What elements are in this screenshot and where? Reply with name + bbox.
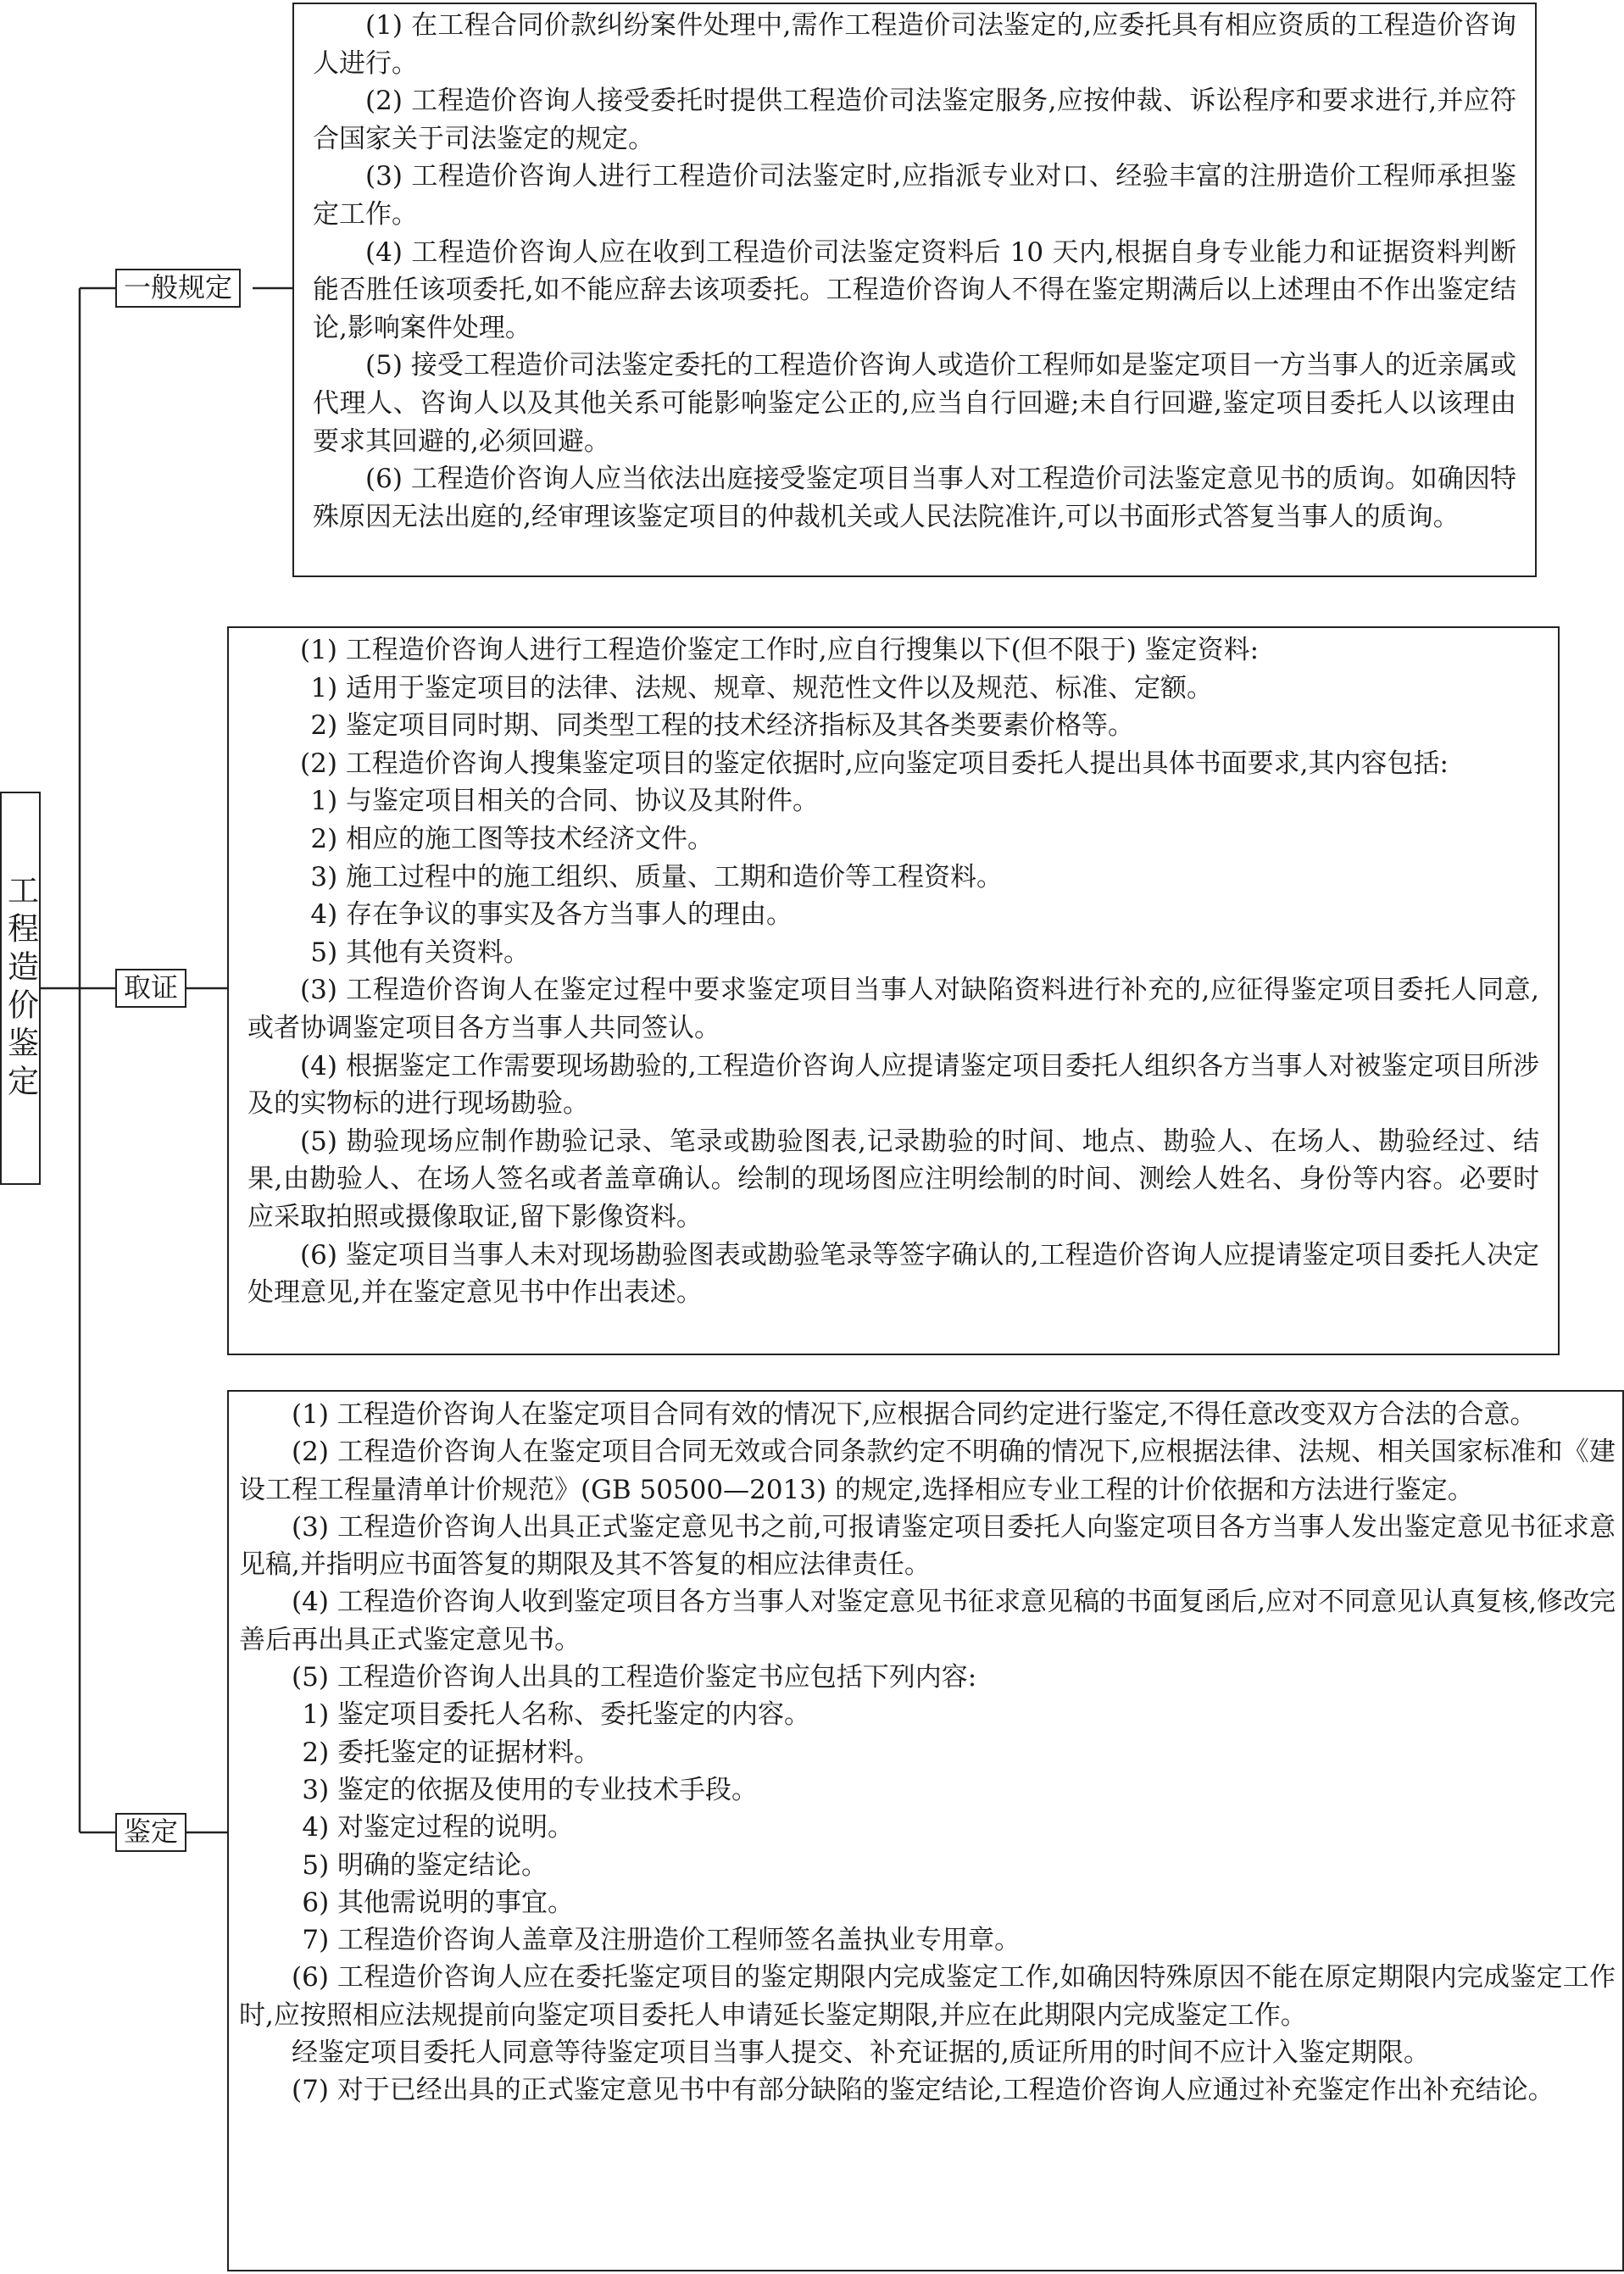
evidence-subitem-7: 5) 其他有关资料。: [310, 937, 531, 968]
appraisal-subitem-7: 7) 工程造价咨询人盖章及注册造价工程师签名盖执业专用章。: [302, 1925, 1021, 1956]
evidence-subitem-6: 4) 存在争议的事实及各方当事人的理由。: [310, 899, 793, 931]
root-node: [0, 792, 41, 1185]
appraisal-subitem-4: 4) 对鉴定过程的说明。: [302, 1812, 575, 1843]
evidence-item-1: (1) 工程造价咨询人进行工程造价鉴定工作时,应自行搜集以下(但不限于) 鉴定资料:: [300, 635, 1260, 665]
general-item-1: (1) 在工程合同价款纠纷案件处理中,需作工程造价司法鉴定的,应委托具有相应资质的工程造价咨询人进行。: [313, 10, 1516, 79]
branch-evidence-box: [227, 626, 1560, 1355]
evidence-subitem-4: 2) 相应的施工图等技术经济文件。: [310, 823, 715, 854]
appraisal-subitem-1: 1) 鉴定项目委托人名称、委托鉴定的内容。: [302, 1699, 811, 1731]
root-label: 工程造价鉴定: [2, 874, 39, 1103]
evidence-item-6: (6) 鉴定项目当事人未对现场勘验图表或勘验笔录等签字确认的,工程造价咨询人应提请鉴定项目委托人决定处理意见,并在鉴定意见书中作出表述。: [247, 1239, 1539, 1309]
appraisal-note: 经鉴定项目委托人同意等待鉴定项目当事人提交、补充证据的,质证所用的时间不应计入鉴定期限。: [292, 2038, 1430, 2069]
evidence-subitem-1: 1) 适用于鉴定项目的法律、法规、规章、规范性文件以及规范、标准、定额。: [310, 672, 1214, 703]
appraisal-item-4: (4) 工程造价咨询人收到鉴定项目各方当事人对鉴定意见书征求意见稿的书面复函后,应对不同意见认真复核,修改完善后再出具正式鉴定意见书。: [239, 1587, 1616, 1655]
branch-label-general: 一般规定: [115, 269, 241, 308]
evidence-item-5: (5) 勘验现场应制作勘验记录、笔录或勘验图表,记录勘验的时间、地点、勘验人、在场人、勘验经过、结果,由勘验人、在场人签名或者盖章确认。绘制的现场图应注明绘制的时间、测绘人姓名、身份等内容。必要时应采取拍照或摄像取证,留下影像资料。: [247, 1126, 1539, 1232]
general-item-5: (5) 接受工程造价司法鉴定委托的工程造价咨询人或造价工程师如是鉴定项目一方当事人的近亲属或代理人、咨询人以及其他关系可能影响鉴定公正的,应当自行回避;未自行回避,鉴定项目委托人以该理由要求其回避的,必须回避。: [313, 350, 1516, 457]
general-item-2: (2) 工程造价咨询人接受委托时提供工程造价司法鉴定服务,应按仲裁、诉讼程序和要求进行,并应符合国家关于司法鉴定的规定。: [313, 86, 1516, 154]
evidence-item-2: (2) 工程造价咨询人搜集鉴定项目的鉴定依据时,应向鉴定项目委托人提出具体书面要求,其内容包括:: [300, 748, 1449, 779]
appraisal-subitem-3: 3) 鉴定的依据及使用的专业技术手段。: [302, 1774, 759, 1805]
appraisal-item-7: (7) 对于已经出具的正式鉴定意见书中有部分缺陷的鉴定结论,工程造价咨询人应通过补充鉴定作出补充结论。: [292, 2075, 1554, 2106]
evidence-item-4: (4) 根据鉴定工作需要现场勘验的,工程造价咨询人应提请鉴定项目委托人组织各方当事人对被鉴定项目所涉及的实物标的进行现场勘验。: [247, 1050, 1539, 1120]
evidence-subitem-2: 2) 鉴定项目同时期、同类型工程的技术经济指标及其各类要素价格等。: [310, 710, 1135, 742]
evidence-item-3: (3) 工程造价咨询人在鉴定过程中要求鉴定项目当事人对缺陷资料进行补充的,应征得鉴定项目委托人同意,或者协调鉴定项目各方当事人共同签认。: [247, 975, 1539, 1043]
appraisal-item-6: (6) 工程造价咨询人应在委托鉴定项目的鉴定期限内完成鉴定工作,如确因特殊原因不能在原定期限内完成鉴定工作时,应按照相应法规提前向鉴定项目委托人申请延长鉴定期限,并应在此期限内完成鉴定工作。: [239, 1962, 1616, 2031]
appraisal-subitem-5: 5) 明确的鉴定结论。: [302, 1849, 548, 1881]
general-item-3: (3) 工程造价咨询人进行工程造价司法鉴定时,应指派专业对口、经验丰富的注册造价工程师承担鉴定工作。: [313, 161, 1516, 230]
appraisal-item-5: (5) 工程造价咨询人出具的工程造价鉴定书应包括下列内容:: [292, 1662, 977, 1693]
appraisal-item-2: (2) 工程造价咨询人在鉴定项目合同无效或合同条款约定不明确的情况下,应根据法律、法规、相关国家标准和《建设工程工程量清单计价规范》(GB 50500—2013) 的规定,选择相应专业工程的计价依据和方法进行鉴定。: [239, 1437, 1616, 1505]
general-item-4: (4) 工程造价咨询人应在收到工程造价司法鉴定资料后 10 天内,根据自身专业能力和证据资料判断能否胜任该项委托,如不能应辞去该项委托。工程造价咨询人不得在鉴定期满后以上述理由不作出鉴定结论,影响案件处理。: [313, 236, 1516, 343]
branch-label-evidence: 取证: [115, 969, 186, 1008]
general-item-6: (6) 工程造价咨询人应当依法出庭接受鉴定项目当事人对工程造价司法鉴定意见书的质询。如确因特殊原因无法出庭的,经审理该鉴定项目的仲裁机关或人民法院准许,可以书面形式答复当事人的质询。: [313, 464, 1516, 532]
appraisal-item-3: (3) 工程造价咨询人出具正式鉴定意见书之前,可报请鉴定项目委托人向鉴定项目各方当事人发出鉴定意见书征求意见稿,并指明应书面答复的期限及其不答复的相应法律责任。: [239, 1511, 1616, 1581]
appraisal-subitem-6: 6) 其他需说明的事宜。: [302, 1887, 575, 1918]
branch-appraisal-box: [227, 1390, 1624, 2271]
evidence-subitem-5: 3) 施工过程中的施工组织、质量、工期和造价等工程资料。: [310, 861, 1004, 892]
evidence-subitem-3: 1) 与鉴定项目相关的合同、协议及其附件。: [310, 786, 820, 817]
branch-label-appraisal: 鉴定: [115, 1813, 186, 1852]
branch-general-box: [292, 3, 1537, 577]
appraisal-item-1: (1) 工程造价咨询人在鉴定项目合同有效的情况下,应根据合同约定进行鉴定,不得任意改变双方合法的合意。: [292, 1399, 1537, 1430]
appraisal-subitem-2: 2) 委托鉴定的证据材料。: [302, 1737, 601, 1768]
